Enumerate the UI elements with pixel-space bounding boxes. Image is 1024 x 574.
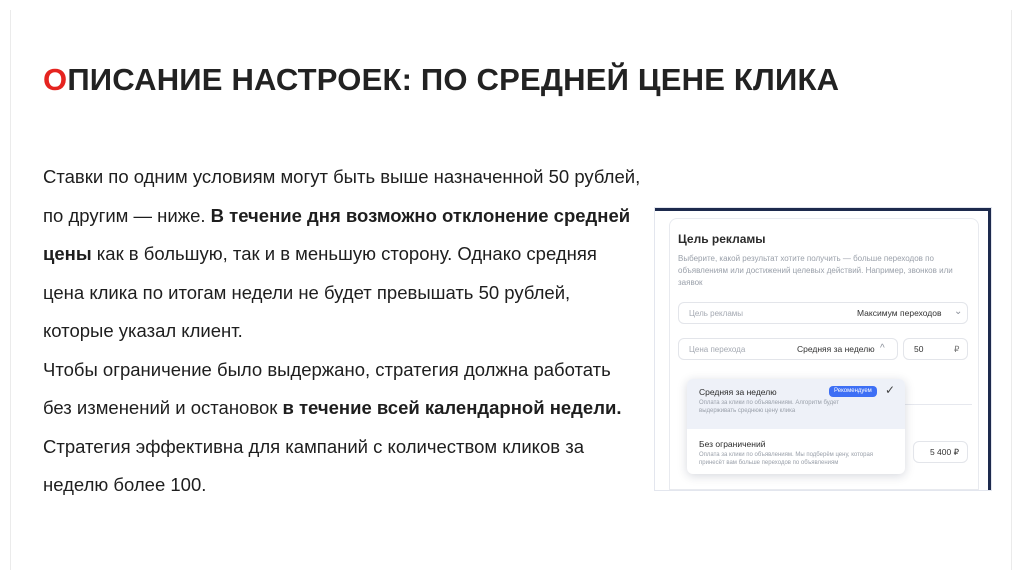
p2-bold: в течение всей календарной недели. [282,397,622,418]
p1-text-a: Ставки по одним условиям могут быть выше назначенной 50 рублей, по другим — ниже. [43,166,641,226]
option-nolimit-title: Без ограничений [699,439,766,449]
option-nolimit-desc: Оплата за клики по объявлениям. Мы подберём цену, которая принесёт вам больше переходов по объявлениям [699,452,874,466]
budget-value: 5 400 ₽ [929,447,959,457]
paragraph-3: Стратегия эффективна для кампаний с количеством кликов за неделю более 100. [43,435,585,495]
settings-screenshot [655,208,991,490]
price-input-currency: ₽ [954,344,960,354]
option-weekly-desc: Оплата за клики по объявлениям. Алгоритм будет выдерживать среднюю цену клика [699,400,839,414]
slide-title [43,62,839,98]
goal-select-label: Цель рекламы [689,309,744,318]
p2-text-a: Чтобы ограничение было выдержано, стратегия должна работать без изменений и остановок [43,358,611,418]
paragraph-2 [43,351,643,428]
panel-top-border [655,208,991,211]
price-dropdown [687,379,905,474]
budget-input[interactable] [913,441,968,463]
goal-select-value: Максимум переходов [857,308,942,318]
recommended-badge: Рекомендуем [829,386,877,397]
title-rest: ПИСАНИЕ НАСТРОЕК: ПО СРЕДНЕЙ ЦЕНЕ КЛИКА [67,62,840,97]
ad-goal-heading: Цель рекламы [678,232,766,246]
p1-bold: В течение дня возможно отклонение средней цены [43,204,631,264]
price-input-value: 50 [914,344,924,354]
paragraph-1 [43,158,643,351]
option-weekly-title: Средняя за неделю [699,387,777,397]
ad-goal-description: Выберите, какой результат хотите получить — больше переходов по объявлениям или достижений целевых действий. Например, звонков или заявок [678,254,953,287]
price-input[interactable] [903,338,968,360]
option-weekly-average[interactable] [687,379,905,429]
card-divider [904,404,972,405]
goal-select[interactable] [678,302,968,324]
chevron-up-icon: ^ [880,343,885,354]
panel-right-border [988,208,991,490]
check-icon: ✓ [885,383,896,397]
price-select-value: Средняя за неделю [797,344,875,354]
price-select-label: Цена перехода [689,345,746,354]
title-first-letter: О [43,62,68,97]
option-no-limit[interactable] [687,431,905,471]
price-select[interactable] [678,338,898,360]
ad-goal-card [669,218,979,490]
slide-body [43,158,643,505]
chevron-down-icon: ⌄ [954,306,963,317]
p1-text-c: как в большую, так и в меньшую сторону. Однако средняя цена клика по итогам недели не будет превышать 50 рублей, которые указал клиент. [43,243,597,341]
